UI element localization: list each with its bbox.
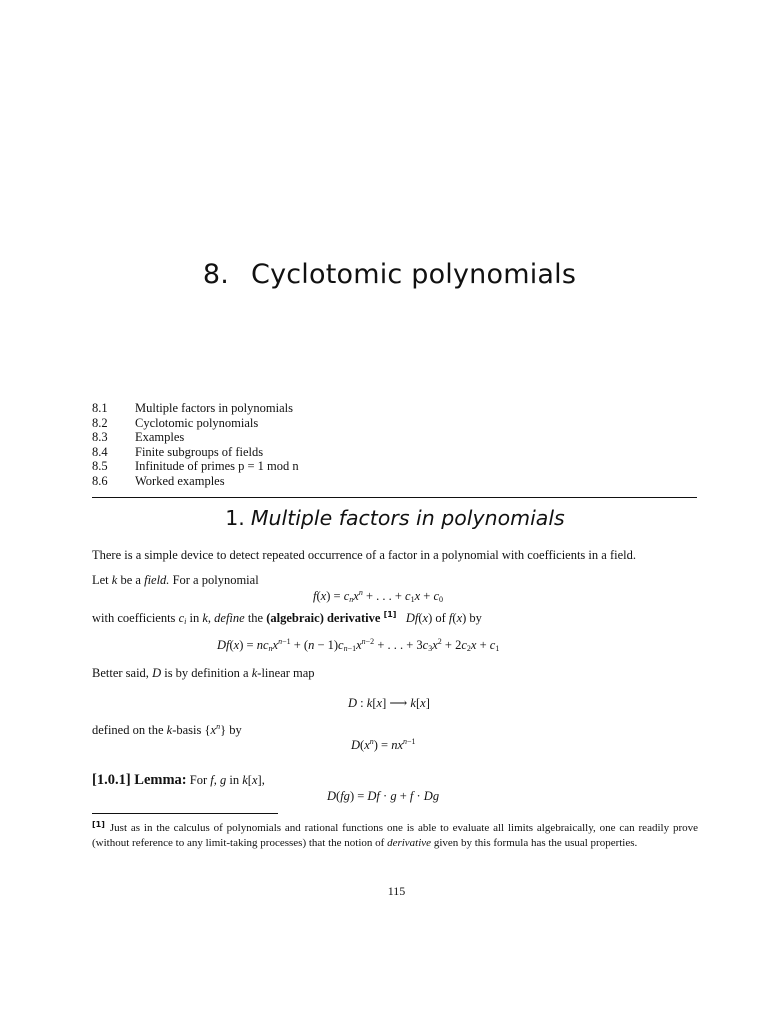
footnote-mark: [1]	[92, 820, 105, 829]
text-span: ,	[261, 773, 265, 787]
text-span: is by definition a	[161, 666, 252, 680]
toc-title: Worked examples	[135, 473, 225, 488]
toc-title: Examples	[135, 430, 185, 445]
section-title-text: Multiple factors in polynomials	[250, 506, 565, 530]
lemma-label: [1.0.1] Lemma:	[92, 772, 187, 788]
text-span: the	[244, 611, 267, 625]
equation-product-rule: D(fg) = Df · g + f · Dg	[327, 789, 440, 803]
text-span: Better said,	[92, 666, 153, 680]
text-span: Let	[92, 573, 112, 587]
toc-title: Finite subgroups of fields	[135, 444, 264, 459]
footnote-reference[interactable]: [1]	[383, 610, 397, 619]
toc-number: 8.2	[92, 415, 108, 430]
equation-linear-map: D : k[x] ⟶ k[x]	[348, 696, 430, 710]
paragraph-field	[92, 573, 259, 588]
equation-derivative: $Df(x) = nc_nx^{n-1} + (n - 1)c_{n-1}x^{n-2}$ + . . . + $3c_3x^2 + 2c_2x + c_1$	[217, 637, 500, 653]
page-number: 115	[387, 884, 406, 898]
table-of-contents	[92, 401, 299, 489]
lemma-statement: [1.0.1] Lemma: For f, g in k[x],	[92, 772, 265, 788]
footnote-text: given by this formula has the usual properties.	[431, 837, 638, 849]
equation-polynomial: $f(x) = c_nx^n$ + . . . + $c_1x + c_0$	[313, 588, 444, 604]
toc-item[interactable]	[92, 401, 299, 416]
section-title	[0, 506, 768, 530]
text-span: by	[466, 611, 482, 625]
section-number: 1.	[225, 506, 245, 530]
chapter-title-text: Cyclotomic polynomials	[251, 259, 577, 290]
text-span: -linear map	[257, 666, 315, 680]
text-span: in	[226, 773, 243, 787]
toc-number: 8.1	[92, 401, 108, 415]
text-span: ,	[207, 611, 215, 625]
chapter-title	[0, 259, 768, 290]
toc-item[interactable]	[92, 430, 299, 445]
paragraph-linear-map: Better said, D is by definition a k-linear map	[92, 666, 315, 680]
text-span: of	[432, 611, 449, 625]
text-span: For	[186, 773, 211, 787]
text-span: -basis	[172, 723, 205, 737]
footnote-emphasis: derivative	[387, 837, 432, 849]
text-span: by	[226, 723, 242, 737]
toc-title: Multiple factors in polynomials	[135, 401, 293, 415]
math-k: k	[111, 573, 118, 587]
text-span: be a	[117, 573, 145, 587]
toc-number: 8.5	[92, 459, 108, 474]
text-span: For a polynomial	[169, 573, 259, 587]
text-span: with coefficients	[92, 611, 179, 625]
term-algebraic-derivative: (algebraic) derivative	[266, 611, 381, 625]
toc-number: 8.6	[92, 473, 108, 488]
emphasis-field: field.	[144, 573, 170, 587]
footnote-divider	[92, 813, 278, 814]
toc-item[interactable]	[92, 459, 299, 474]
footnote-text: Just as in the calculus of polynomials and rational functions one is able to evaluate all limits algebraically, one can readily prove (without reference to any limit-taking processes) that the notion of	[92, 822, 698, 849]
chapter-number: 8.	[202, 259, 230, 290]
text-span: defined on the	[92, 723, 167, 737]
emphasis-define: define	[214, 611, 245, 625]
paragraph-intro: There is a simple device to detect repeated occurrence of a factor in a polynomial with coefficients in a field.	[92, 548, 636, 562]
toc-number: 8.4	[92, 444, 108, 459]
paragraph-derivative-definition: with coefficients $c_i$ in k, define the (algebraic) derivative [1] Df(x) of f(x) by	[92, 610, 482, 626]
text-span: in	[186, 611, 203, 625]
toc-number: 8.3	[92, 430, 108, 445]
toc-item[interactable]	[92, 474, 299, 489]
toc-item[interactable]	[92, 416, 299, 431]
paragraph-basis: defined on the k-basis $\{x^n\}$ by	[92, 722, 242, 737]
equation-basis-derivative: $D(x^n) = nx^{n-1}$	[351, 737, 416, 752]
toc-title: Infinitude of primes p = 1 mod n	[135, 459, 299, 474]
toc-title: Cyclotomic polynomials	[135, 415, 259, 430]
footnote	[92, 817, 698, 851]
section-divider	[92, 497, 697, 498]
toc-item[interactable]	[92, 445, 299, 460]
